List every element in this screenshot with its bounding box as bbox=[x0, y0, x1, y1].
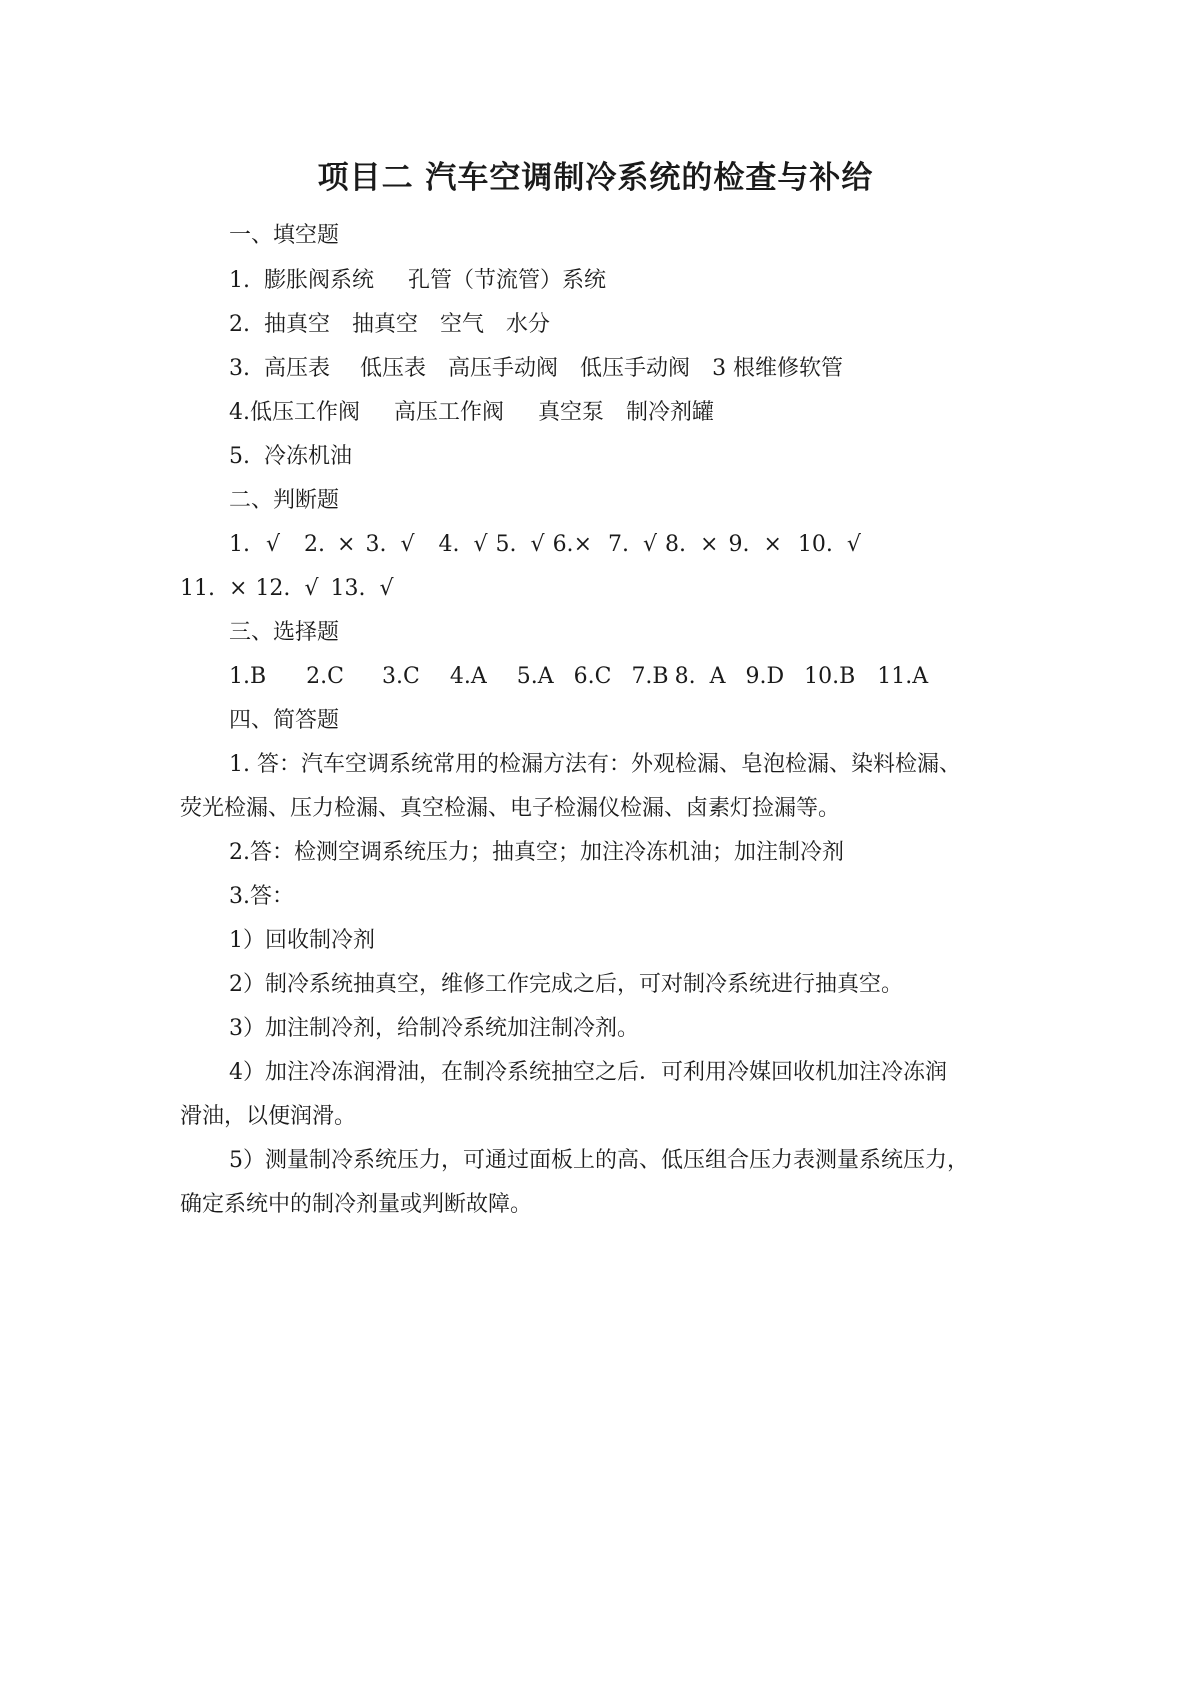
short-answer-3-item-2: 2）制冷系统抽真空，维修工作完成之后，可对制冷系统进行抽真空。 bbox=[229, 972, 903, 997]
choice-answer: 9.D bbox=[745, 664, 785, 689]
question-number: 2. bbox=[229, 312, 250, 337]
answer-number: 9. bbox=[728, 532, 750, 557]
answer-text: 水分 bbox=[506, 312, 551, 337]
section-heading-short-answer: 四、简答题 bbox=[229, 708, 340, 733]
short-answer-1-line-1: 1. 答：汽车空调系统常用的检漏方法有：外观检漏、皂泡检漏、染料检漏、 bbox=[229, 752, 961, 777]
answer-text: 高压手动阀 bbox=[448, 356, 559, 381]
choice-answer: A bbox=[709, 664, 726, 689]
answer-number: 6. bbox=[552, 532, 574, 557]
choice-answer: 7.B bbox=[631, 664, 669, 689]
answer-text: 高压工作阀 bbox=[394, 400, 505, 425]
question-number: 5. bbox=[229, 444, 250, 469]
choice-answer: 4.A bbox=[449, 664, 487, 689]
answer-mark: √ bbox=[304, 576, 319, 601]
short-answer-3-item-1: 1）回收制冷剂 bbox=[229, 928, 375, 953]
short-answer-3-item-3: 3）加注制冷剂，给制冷系统加注制冷剂。 bbox=[229, 1016, 639, 1041]
answer-number: 13. bbox=[330, 576, 366, 601]
choice-answer: 1.B bbox=[229, 664, 267, 689]
answer-mark: × bbox=[337, 532, 356, 557]
answer-mark: √ bbox=[379, 576, 394, 601]
short-answer-3-heading: 3.答： bbox=[229, 884, 294, 909]
answer-number: 2. bbox=[304, 532, 326, 557]
answer-text: 抽真空 bbox=[352, 312, 419, 337]
fill-blank-answer-1 bbox=[229, 266, 606, 296]
answer-number: 7. bbox=[608, 532, 629, 557]
choice-answer: 11.A bbox=[877, 664, 929, 689]
answer-mark: √ bbox=[846, 532, 861, 557]
answer-number: 4. bbox=[438, 532, 460, 557]
answer-text: 孔管（节流管）系统 bbox=[408, 268, 607, 293]
answer-mark: × bbox=[573, 532, 592, 557]
answer-mark: × bbox=[763, 532, 782, 557]
fill-blank-answer-2 bbox=[229, 310, 550, 340]
answer-text: 低压表 bbox=[360, 356, 427, 381]
answer-mark: √ bbox=[643, 532, 658, 557]
answer-text: 4.低压工作阀 bbox=[229, 400, 360, 425]
section-heading-fill-blank: 一、填空题 bbox=[229, 223, 340, 248]
short-answer-3-item-4-line-1: 4）加注冷冻润滑油，在制冷系统抽空之后．可利用冷媒回收机加注冷冻润 bbox=[229, 1060, 947, 1085]
section-heading-multiple-choice: 三、选择题 bbox=[229, 620, 340, 645]
fill-blank-answer-5 bbox=[229, 442, 352, 472]
true-false-answers-line-1 bbox=[229, 530, 861, 560]
fill-blank-answer-3 bbox=[229, 354, 843, 384]
short-answer-3-item-4-line-2: 滑油，以便润滑。 bbox=[180, 1104, 357, 1129]
short-answer-2: 2.答：检测空调系统压力；抽真空；加注冷冻机油；加注制冷剂 bbox=[229, 840, 844, 865]
answer-mark: √ bbox=[473, 532, 488, 557]
answer-text: 3 根维修软管 bbox=[712, 356, 844, 381]
answer-number: 11. bbox=[180, 576, 215, 601]
choice-answer: 3.C bbox=[382, 664, 420, 689]
question-number: 3. bbox=[229, 356, 250, 381]
answer-mark: √ bbox=[266, 532, 281, 557]
answer-mark: √ bbox=[530, 532, 545, 557]
short-answer-3-item-5-line-2: 确定系统中的制冷剂量或判断故障。 bbox=[180, 1192, 533, 1217]
answer-text: 膨胀阀系统 bbox=[264, 268, 375, 293]
section-heading-true-false: 二、判断题 bbox=[229, 488, 340, 513]
true-false-answers-line-2 bbox=[180, 574, 394, 604]
answer-text: 真空泵 bbox=[538, 400, 605, 425]
answer-text: 低压手动阀 bbox=[580, 356, 691, 381]
answer-mark: × bbox=[700, 532, 719, 557]
short-answer-1-line-2: 荧光检漏、压力检漏、真空检漏、电子检漏仪检漏、卤素灯捡漏等。 bbox=[180, 796, 841, 821]
answer-number: 10. bbox=[797, 532, 833, 557]
answer-number: 12. bbox=[255, 576, 291, 601]
answer-mark: √ bbox=[400, 532, 415, 557]
answer-number: 5. bbox=[495, 532, 517, 557]
answer-mark: × bbox=[229, 576, 248, 601]
choice-answer: 5.A bbox=[516, 664, 554, 689]
answer-text: 抽真空 bbox=[264, 312, 331, 337]
answer-text: 制冷剂罐 bbox=[626, 400, 715, 425]
page-title: 项目二 汽车空调制冷系统的检查与补给 bbox=[317, 160, 874, 196]
answer-number: 8. bbox=[665, 532, 687, 557]
answer-text: 高压表 bbox=[264, 356, 331, 381]
answer-text: 冷冻机油 bbox=[264, 444, 353, 469]
choice-answer: 8. bbox=[674, 664, 696, 689]
answer-text: 空气 bbox=[440, 312, 485, 337]
answer-number: 1. bbox=[229, 532, 250, 557]
choice-answer: 6.C bbox=[573, 664, 612, 689]
choice-answer: 2.C bbox=[306, 664, 344, 689]
fill-blank-answer-4 bbox=[229, 398, 714, 428]
answer-number: 3. bbox=[365, 532, 387, 557]
short-answer-3-item-5-line-1: 5）测量制冷系统压力，可通过面板上的高、低压组合压力表测量系统压力， bbox=[229, 1148, 969, 1173]
multiple-choice-answers bbox=[229, 662, 928, 692]
choice-answer: 10.B bbox=[804, 664, 856, 689]
question-number: 1. bbox=[229, 268, 250, 293]
